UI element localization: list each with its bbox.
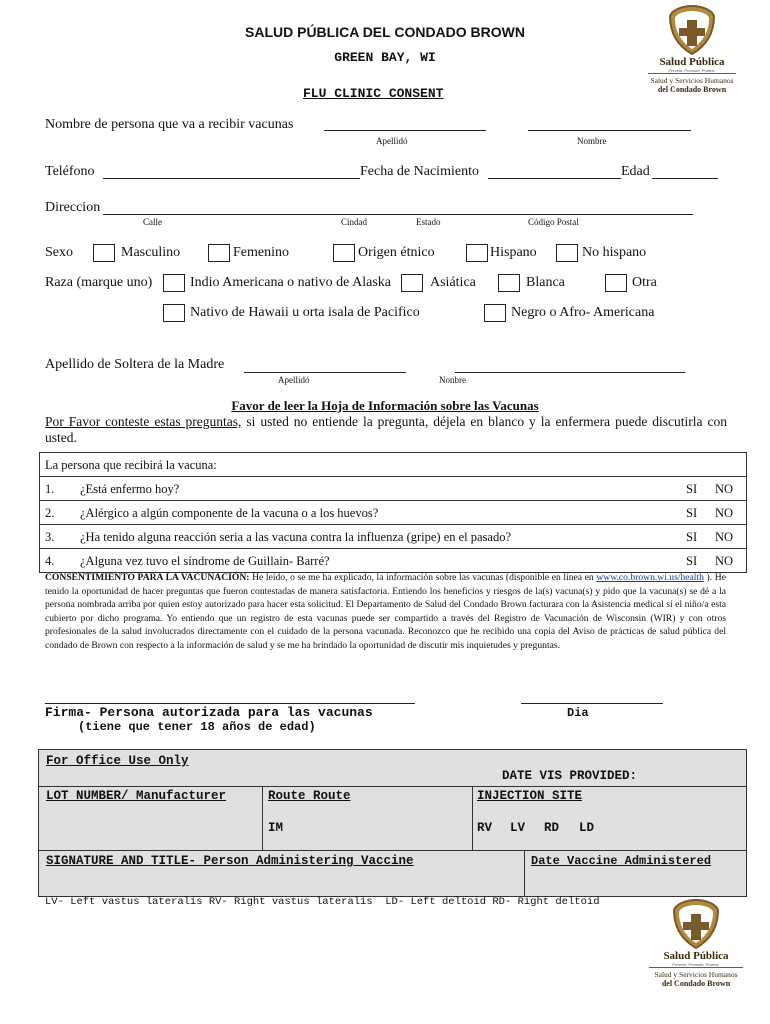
question-text: ¿Alérgico a algún componente de la vacuna o a los huevos? xyxy=(80,506,379,520)
consent-paragraph xyxy=(45,571,726,652)
question-row xyxy=(40,477,746,501)
no-option[interactable]: NO xyxy=(715,506,734,520)
logo-title: Salud Pública xyxy=(659,56,725,68)
vis-date-label: DATE VIS PROVIDED: xyxy=(502,769,638,783)
question-number: 3. xyxy=(45,530,55,544)
site-lv[interactable]: LV xyxy=(510,821,526,835)
questions-header: La persona que recibirá la vacuna: xyxy=(45,458,217,472)
questions-header-row xyxy=(40,453,746,477)
site-rd[interactable]: RD xyxy=(544,821,560,835)
city-caption: Cindad xyxy=(341,217,367,227)
black-label: Negro o Afro- Americana xyxy=(511,305,655,320)
question-row xyxy=(40,549,746,573)
info-heading: Favor de leer la Hoja de Información sobre las Vacunas xyxy=(231,398,539,413)
logo-tagline: Prevent. Promote. Protect. xyxy=(648,68,736,74)
non-hispanic-label: No hispano xyxy=(582,245,647,260)
race-label: Raza (marque uno) xyxy=(45,275,153,290)
address-input[interactable] xyxy=(103,214,693,215)
pacific-label: Nativo de Hawaii u orta isala de Pacifico xyxy=(190,305,420,320)
office-col-divider xyxy=(524,850,525,896)
address-label: Direccion xyxy=(45,200,101,215)
office-col-divider xyxy=(262,786,263,850)
site-rv[interactable]: RV xyxy=(477,821,493,835)
org-title: SALUD PÚBLICA DEL CONDADO BROWN xyxy=(245,24,525,40)
logo-sub1: Salud y Servicios Humanos xyxy=(654,970,738,979)
age-input[interactable] xyxy=(652,178,718,179)
questions-table xyxy=(39,452,747,573)
question-text: ¿Alguna vez tuvo el síndrome de Guillain- Barré? xyxy=(80,554,330,568)
native-american-checkbox[interactable] xyxy=(163,274,185,292)
maiden-firstname-input[interactable] xyxy=(455,372,685,373)
question-number: 4. xyxy=(45,554,55,568)
route-label: Route Route xyxy=(268,789,351,803)
logo-sub2: del Condado Brown xyxy=(657,85,727,94)
logo-top xyxy=(640,4,744,94)
female-label: Femenino xyxy=(233,245,289,260)
street-caption: Calle xyxy=(143,217,162,227)
dob-label: Fecha de Nacimiento xyxy=(360,164,479,179)
state-caption: Estado xyxy=(416,217,441,227)
name-label: Nombre de persona que va a recibir vacunas xyxy=(45,117,294,132)
signature-input[interactable] xyxy=(45,703,415,704)
ethnic-origin-checkbox[interactable] xyxy=(333,244,355,262)
zip-caption: Código Postal xyxy=(528,217,579,227)
question-number: 2. xyxy=(45,506,55,520)
shield-cross-icon xyxy=(666,4,718,56)
no-option[interactable]: NO xyxy=(715,530,734,544)
admin-signature-label: SIGNATURE AND TITLE- Person Administering Vaccine xyxy=(46,854,414,868)
question-text: ¿Ha tenido alguna reacción seria a las vacuna contra la influenza (gripe) en el pasado? xyxy=(80,530,512,544)
pacific-checkbox[interactable] xyxy=(163,304,185,322)
office-use-box xyxy=(38,749,747,897)
office-col-divider xyxy=(472,786,473,850)
lot-number-label: LOT NUMBER/ Manufacturer xyxy=(46,789,227,803)
asian-checkbox[interactable] xyxy=(401,274,423,292)
no-option[interactable]: NO xyxy=(715,554,734,568)
no-option[interactable]: NO xyxy=(715,482,734,496)
native-american-label: Indio Americana o nativo de Alaska xyxy=(190,275,391,290)
maiden-surname-input[interactable] xyxy=(244,372,406,373)
logo-sub1: Salud y Servicios Humanos xyxy=(650,76,734,85)
question-text: ¿Está enfermo hoy? xyxy=(80,482,180,496)
white-label: Blanca xyxy=(526,275,565,290)
instructions-text xyxy=(45,414,727,446)
surname-input[interactable] xyxy=(324,130,486,131)
consent-title: CONSENTIMIENTO PARA LA VACUNACIÓN: xyxy=(45,572,250,583)
yes-option[interactable]: SI xyxy=(686,482,698,496)
phone-label: Teléfono xyxy=(45,164,95,179)
asian-label: Asiática xyxy=(430,275,476,290)
firstname-caption: Nombre xyxy=(577,136,607,146)
maiden-label: Apellido de Soltera de la Madre xyxy=(45,357,225,372)
logo-title: Salud Pública xyxy=(663,950,729,962)
question-row xyxy=(40,501,746,525)
hispanic-checkbox[interactable] xyxy=(466,244,488,262)
instructions-rest: si usted no entiende la pregunta, déjela en blanco y la enfermera puede discutirla con usted. xyxy=(45,414,727,445)
office-divider xyxy=(39,850,746,851)
surname-caption: Apellidó xyxy=(376,136,408,146)
form-title: FLU CLINIC CONSENT xyxy=(303,86,444,101)
firstname-input[interactable] xyxy=(528,130,691,131)
male-label: Masculino xyxy=(121,245,181,260)
maiden-firstname-caption: Nonbre xyxy=(439,375,466,385)
question-number: 1. xyxy=(45,482,55,496)
shield-cross-icon xyxy=(670,898,722,950)
health-link[interactable]: www.co.brown.wi.us/health xyxy=(596,572,704,583)
other-label: Otra xyxy=(632,275,657,290)
yes-option[interactable]: SI xyxy=(686,506,698,520)
office-title: For Office Use Only xyxy=(46,754,189,768)
female-checkbox[interactable] xyxy=(208,244,230,262)
city-title: GREEN BAY, WI xyxy=(334,50,436,65)
sex-label: Sexo xyxy=(45,245,73,260)
male-checkbox[interactable] xyxy=(93,244,115,262)
injection-site-label: INJECTION SITE xyxy=(477,789,583,803)
yes-option[interactable]: SI xyxy=(686,554,698,568)
logo-tagline: Prevent. Promote. Protect. xyxy=(649,962,743,968)
ethnic-origin-label: Origen étnico xyxy=(358,245,435,260)
signature-sub: (tiene que tener 18 años de edad) xyxy=(78,720,316,734)
hispanic-label: Hispano xyxy=(490,245,537,260)
question-row xyxy=(40,525,746,549)
white-checkbox[interactable] xyxy=(498,274,520,292)
office-divider xyxy=(39,786,746,787)
non-hispanic-checkbox[interactable] xyxy=(556,244,578,262)
route-value[interactable]: IM xyxy=(268,821,284,835)
signature-label: Firma- Persona autorizada para las vacunas xyxy=(45,705,373,720)
site-ld[interactable]: LD xyxy=(579,821,595,835)
phone-input[interactable] xyxy=(103,178,360,179)
yes-option[interactable]: SI xyxy=(686,530,698,544)
age-label: Edad xyxy=(621,164,650,179)
instructions-lead: Por Favor conteste estas preguntas, xyxy=(45,414,242,429)
logo-bottom xyxy=(641,898,751,988)
consent-part1: He leído, o se me ha explicado, la información sobre las vacunas (disponible en línea en xyxy=(249,572,597,583)
consent-part2: ). He tenido la oportunidad de hacer preguntas que fueron contestadas de manera satisfactoria. Entiendo los beneficios y riesgos de la(s) vacuna(s) y pido que la vacuna(s) se dé a la persona nombrada arriba por quien estoy autorizado para hacer esta solicitud. El Departamento de Salud del Condado Brown facturara con la Asistencia medical si el niño/a esta cubierto por dicho programa. Yo entiendo que un registro de esta vacunas puede ser compartido a través del Registro de Vacunación de Wisconsin (WIR) y con otros profesionales de la salud involucrados directamente con el cuidado de la persona vacunada. Reconozco que he recibido una copia del Aviso de prácticas de salud pública del condado de Brown con respecto a la información de salud y se me ha brindado la oportunidad de discutir mis inquietudes y preguntas. xyxy=(45,572,726,651)
logo-sub2: del Condado Brown xyxy=(661,979,731,988)
injection-site-legend: LV- Left vastus lateralis RV- Right vastus lateralis LD- Left deltoid RD- Right deltoid xyxy=(45,896,600,908)
dob-input[interactable] xyxy=(488,178,621,179)
date-administered-label: Date Vaccine Administered xyxy=(531,854,712,868)
date-input[interactable] xyxy=(521,703,663,704)
other-checkbox[interactable] xyxy=(605,274,627,292)
date-label: Dia xyxy=(567,706,589,720)
maiden-surname-caption: Apellidó xyxy=(278,375,310,385)
black-checkbox[interactable] xyxy=(484,304,506,322)
